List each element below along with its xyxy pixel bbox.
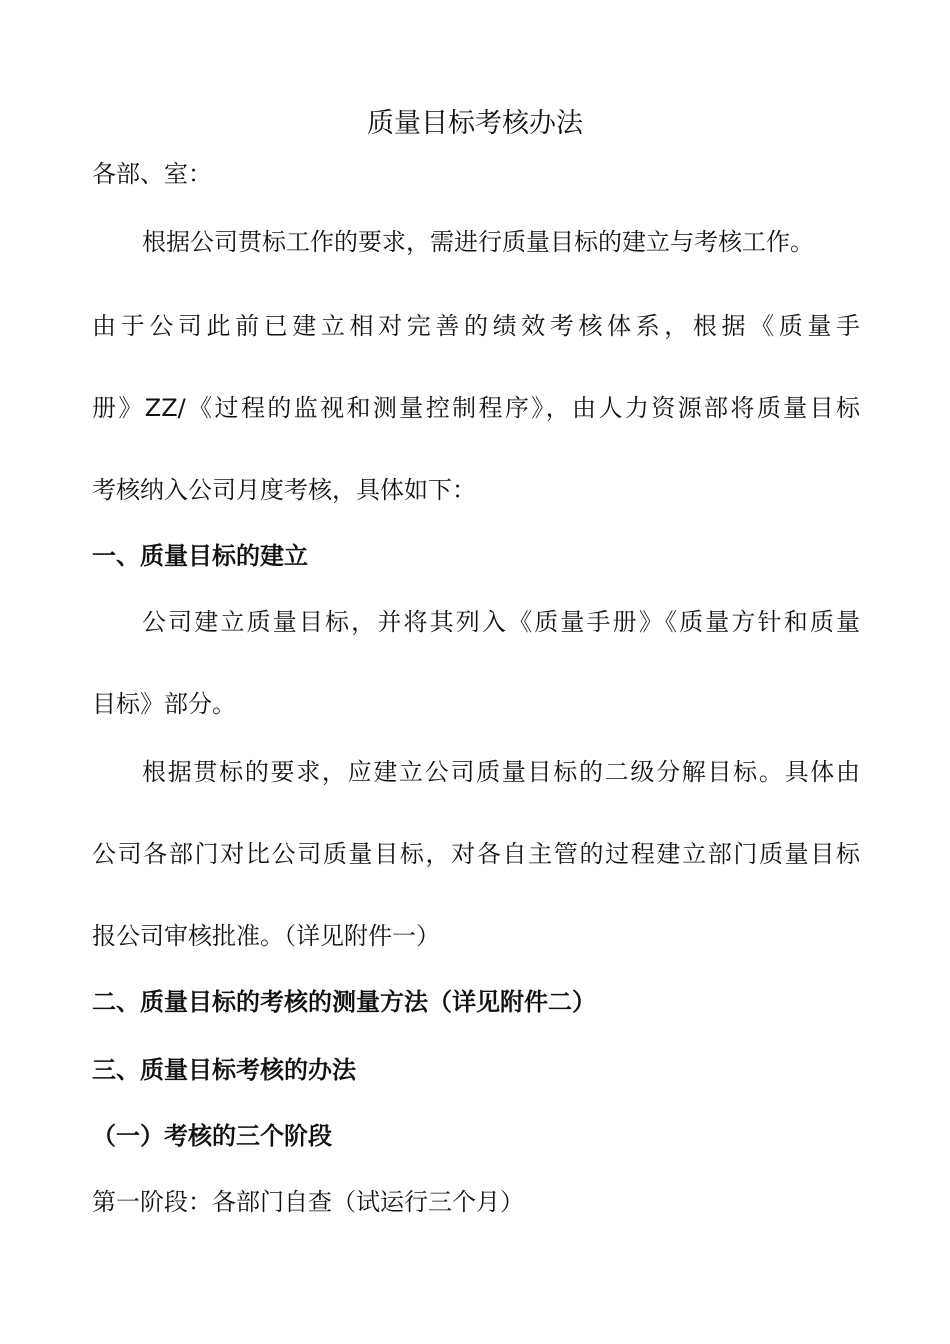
section-3-subheading-1: （一）考核的三个阶段 — [92, 1122, 332, 1150]
section-1-heading: 一、质量目标的建立 — [92, 542, 308, 570]
section-2-heading: 二、质量目标的考核的测量方法（详见附件二） — [92, 988, 596, 1016]
section-1-para-1-line-1: 公司建立质量目标，并将其列入《质量手册》《质量方针和质量 — [142, 608, 860, 636]
stage-1-text: 第一阶段：各部门自查（试运行三个月） — [92, 1188, 524, 1216]
intro-line-1: 根据公司贯标工作的要求，需进行质量目标的建立与考核工作。 — [142, 228, 814, 256]
intro-line-4: 考核纳入公司月度考核，具体如下： — [92, 476, 476, 504]
section-1-para-2-line-3: 报公司审核批准。（详见附件一） — [92, 922, 440, 950]
section-1-para-1-line-2: 目标》部分。 — [92, 690, 236, 718]
intro-line-3: 册》ZZ/《过程的监视和测量控制程序》，由人力资源部将质量目标 — [92, 394, 860, 422]
section-1-para-2-line-1: 根据贯标的要求，应建立公司质量目标的二级分解目标。具体由 — [142, 758, 860, 786]
section-3-heading: 三、质量目标考核的办法 — [92, 1056, 356, 1084]
intro-line-2: 由于公司此前已建立相对完善的绩效考核体系，根据《质量手 — [92, 312, 860, 340]
salutation: 各部、室： — [92, 160, 212, 188]
section-1-para-2-line-2: 公司各部门对比公司质量目标，对各自主管的过程建立部门质量目标 — [92, 840, 860, 868]
document-title: 质量目标考核办法 — [367, 108, 583, 139]
